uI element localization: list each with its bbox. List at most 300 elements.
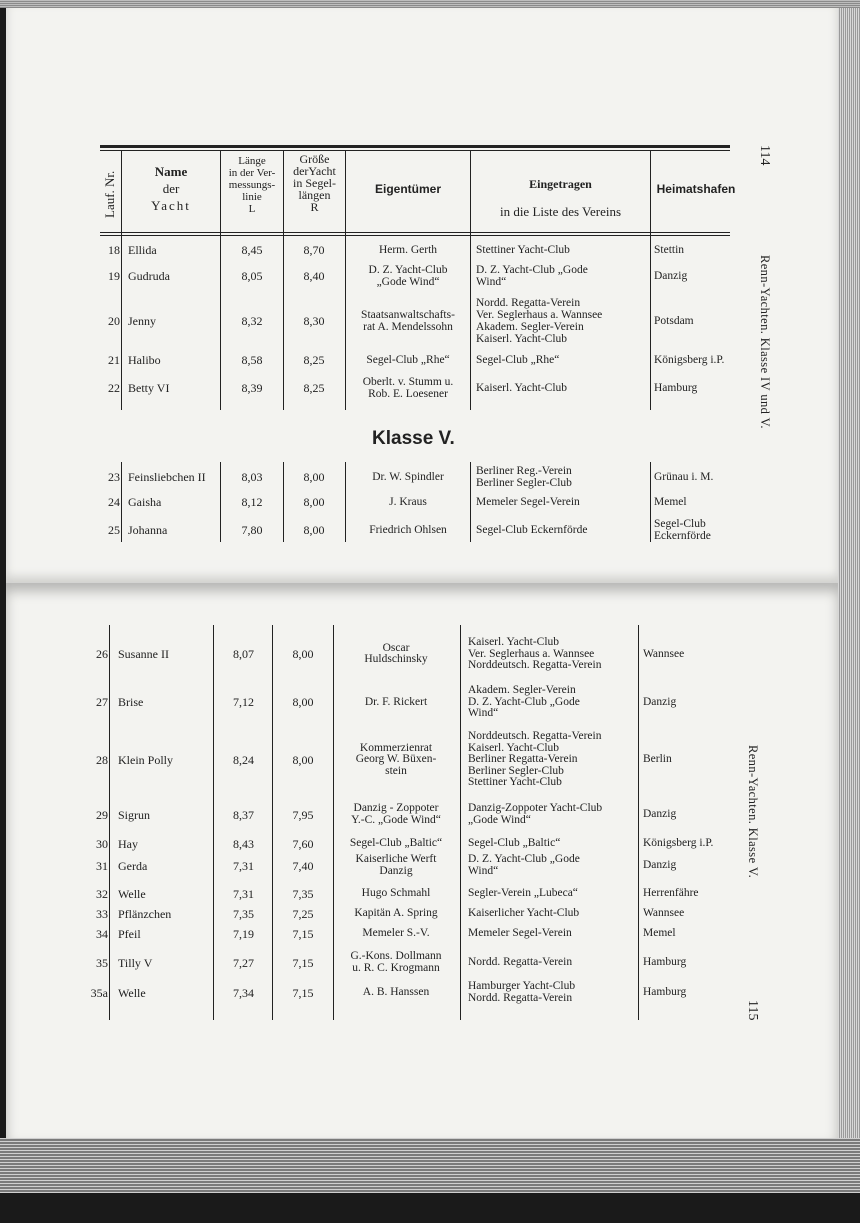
row-owner-line: Hugo Schmahl xyxy=(361,887,431,899)
row-laenge xyxy=(215,888,272,900)
row-yacht-name-line: Jenny xyxy=(128,314,156,328)
row-groesse-line: 8,25 xyxy=(303,353,325,367)
row-owner-line: Kapitän A. Spring xyxy=(354,907,438,919)
row-yacht-name xyxy=(118,860,147,872)
row-clubs-line: Stettiner Yacht-Club xyxy=(468,776,562,788)
row-clubs-line: Segel-Club „Rhe“ xyxy=(476,354,560,366)
row-nr-line: 21 xyxy=(108,353,120,367)
row-owner-line: Georg W. Büxen- xyxy=(355,753,437,765)
row-groesse xyxy=(284,382,344,394)
row-laenge-line: 8,37 xyxy=(233,807,254,822)
book-edge-bottom xyxy=(0,1138,860,1193)
row-laenge-line: 8,07 xyxy=(233,647,254,662)
row-groesse-line: 8,70 xyxy=(303,243,325,257)
row-nr-line: 28 xyxy=(96,752,108,767)
row-nr xyxy=(84,908,108,920)
row-owner-line: Kommerzienrat xyxy=(359,741,433,754)
row-groesse xyxy=(284,471,344,483)
row-laenge-line: 7,31 xyxy=(233,886,254,901)
row-owner-line: Friedrich Ohlsen xyxy=(369,524,447,536)
row-yacht-name xyxy=(118,648,169,660)
row-yacht-name-line: Welle xyxy=(118,985,146,1000)
row-port xyxy=(654,471,713,483)
row-nr xyxy=(84,957,108,969)
row-clubs xyxy=(468,731,601,789)
row-yacht-name-line: Welle xyxy=(118,886,146,901)
row-nr-line: 30 xyxy=(96,836,108,851)
row-yacht-name-line: Gerda xyxy=(118,858,148,873)
row-yacht-name xyxy=(118,696,143,708)
header-eingetragen: Eingetragen in die Liste des Vereins xyxy=(499,177,622,219)
row-port xyxy=(643,957,686,969)
row-port xyxy=(643,860,676,872)
row-owner xyxy=(346,309,470,333)
row-clubs-line: Ver. Seglerhaus a. Wannsee xyxy=(476,309,603,321)
row-clubs xyxy=(468,637,601,672)
row-yacht-name xyxy=(118,809,150,821)
row-nr xyxy=(100,244,120,256)
row-clubs xyxy=(468,854,580,877)
row-yacht-name-line: Betty VI xyxy=(128,381,170,395)
row-clubs xyxy=(468,888,578,900)
row-laenge xyxy=(222,354,282,366)
row-nr-line: 26 xyxy=(96,647,108,662)
header-heimatshafen: Heimatshafen xyxy=(656,182,736,196)
header-name: Name der Yacht xyxy=(151,164,191,213)
row-clubs-line: D. Z. Yacht-Club „Gode xyxy=(468,695,580,708)
row-owner-line: Oberlt. v. Stumm u. xyxy=(362,376,454,388)
row-nr-line: 20 xyxy=(108,314,120,328)
top-rule xyxy=(100,145,730,148)
side-title-top: Renn-Yachten. Klasse IV und V. xyxy=(758,255,772,429)
row-clubs-line: Stettiner Yacht-Club xyxy=(476,244,570,256)
row-yacht-name xyxy=(118,908,171,920)
row-clubs xyxy=(476,465,572,489)
row-groesse-line: 7,40 xyxy=(292,858,314,873)
row-laenge-line: 8,43 xyxy=(233,836,254,851)
row-laenge-line: 8,12 xyxy=(241,495,263,509)
row-port xyxy=(643,754,672,766)
row-yacht-name-line: Pfeil xyxy=(118,926,141,941)
row-port-line: Memel xyxy=(654,496,687,508)
page-number-114: 114 xyxy=(757,145,772,166)
row-owner-line: Oscar xyxy=(382,641,410,654)
row-groesse xyxy=(273,957,333,969)
row-yacht-name xyxy=(128,315,156,327)
row-groesse-line: 7,15 xyxy=(292,926,314,941)
row-groesse xyxy=(284,244,344,256)
row-port xyxy=(643,908,684,920)
row-port xyxy=(643,809,676,821)
row-owner-line: stein xyxy=(385,764,407,777)
row-laenge-line: 8,05 xyxy=(241,269,263,283)
row-clubs xyxy=(476,244,570,256)
row-clubs-line: Akadem. Segler-Verein xyxy=(476,321,584,333)
row-owner xyxy=(346,524,470,536)
row-laenge xyxy=(222,471,282,483)
row-laenge-line: 8,24 xyxy=(233,752,254,767)
row-port-line: Hamburg xyxy=(643,955,687,968)
row-port-line: Grünau i. M. xyxy=(654,471,714,483)
row-laenge-line: 7,19 xyxy=(233,926,254,941)
book-edge-top xyxy=(0,0,860,8)
row-yacht-name-line: Susanne II xyxy=(118,647,169,662)
row-laenge-line: 8,45 xyxy=(241,243,263,257)
row-clubs-line: Akadem. Segler-Verein xyxy=(468,684,576,696)
row-owner-line: Rob. E. Loesener xyxy=(368,388,448,400)
row-port-line: Danzig xyxy=(643,858,677,871)
row-nr xyxy=(84,696,108,708)
row-yacht-name xyxy=(118,838,138,850)
row-owner xyxy=(346,496,470,508)
row-laenge xyxy=(215,754,272,766)
row-clubs-line: Nordd. Regatta-Verein xyxy=(476,297,581,309)
book-edge-right xyxy=(838,8,860,1138)
row-clubs xyxy=(468,908,579,920)
row-clubs-line: Kaiserl. Yacht-Club xyxy=(476,333,568,345)
row-owner xyxy=(334,643,458,666)
row-owner-line: Dr. W. Spindler xyxy=(372,471,444,483)
row-port xyxy=(654,518,711,542)
row-owner xyxy=(334,908,458,920)
row-groesse xyxy=(273,987,333,999)
row-clubs-line: D. Z. Yacht-Club „Gode xyxy=(476,264,588,276)
row-laenge-line: 7,35 xyxy=(233,906,254,921)
row-port-line: Danzig xyxy=(643,807,677,820)
section-title-klasse-v: Klasse V. xyxy=(372,428,455,449)
row-laenge-line: 8,32 xyxy=(241,314,263,328)
row-yacht-name xyxy=(128,471,206,483)
row-port xyxy=(654,496,687,508)
row-port-line: Hamburg xyxy=(643,985,687,998)
row-nr-line: 31 xyxy=(96,858,108,873)
row-nr xyxy=(84,809,108,821)
row-groesse-line: 8,00 xyxy=(303,495,325,509)
page-number-115: 115 xyxy=(745,1000,760,1021)
row-owner-line: G.-Kons. Dollmann xyxy=(350,950,442,962)
row-nr-line: 27 xyxy=(96,695,108,710)
row-laenge xyxy=(222,496,282,508)
row-yacht-name-line: Feinsliebchen II xyxy=(128,470,206,484)
row-owner xyxy=(334,838,458,850)
row-owner-line: Herm. Gerth xyxy=(378,244,438,256)
row-groesse xyxy=(273,809,333,821)
row-owner xyxy=(346,244,470,256)
row-port xyxy=(654,315,694,327)
row-nr-line: 25 xyxy=(108,523,120,537)
row-port xyxy=(643,888,699,900)
row-laenge xyxy=(222,244,282,256)
row-nr xyxy=(84,838,108,850)
row-groesse xyxy=(273,838,333,850)
row-port xyxy=(643,697,676,709)
row-nr xyxy=(100,524,120,536)
row-clubs-line: Memeler Segel-Verein xyxy=(468,927,572,939)
row-laenge xyxy=(222,524,282,536)
row-clubs-line: Berliner Segler-Club xyxy=(476,477,572,489)
row-yacht-name xyxy=(128,244,157,256)
row-laenge xyxy=(215,860,272,872)
row-nr-line: 23 xyxy=(108,470,120,484)
row-owner xyxy=(346,376,470,400)
row-groesse xyxy=(273,928,333,940)
row-yacht-name xyxy=(128,496,161,508)
row-owner-line: u. R. C. Krogmann xyxy=(352,961,440,974)
row-clubs-line: „Gode Wind“ xyxy=(468,813,531,826)
row-groesse xyxy=(284,354,344,366)
row-laenge xyxy=(215,838,272,850)
row-owner xyxy=(334,951,458,974)
row-groesse-line: 8,00 xyxy=(292,647,314,662)
row-clubs-line: Hamburger Yacht-Club xyxy=(468,980,576,992)
row-owner-line: D. Z. Yacht-Club xyxy=(368,264,448,276)
row-laenge-line: 7,34 xyxy=(233,985,254,1000)
row-yacht-name xyxy=(118,888,146,900)
row-clubs xyxy=(468,838,560,850)
row-clubs-line: Segler-Verein „Lubeca“ xyxy=(468,887,578,899)
row-nr-line: 19 xyxy=(108,269,120,283)
row-laenge-line: 7,31 xyxy=(233,858,254,873)
row-groesse-line: 7,15 xyxy=(292,985,314,1000)
row-groesse xyxy=(284,315,344,327)
row-nr xyxy=(84,987,108,999)
row-port xyxy=(643,838,713,850)
row-laenge xyxy=(215,987,272,999)
row-clubs-line: Segel-Club „Baltic“ xyxy=(468,837,561,849)
row-owner xyxy=(334,987,458,999)
header-groesse: Größe derYacht in Segel- längen R xyxy=(293,152,336,214)
row-clubs-line: Ver. Seglerhaus a. Wannsee xyxy=(468,647,595,660)
row-nr-line: 18 xyxy=(108,243,120,257)
row-groesse-line: 7,35 xyxy=(292,886,314,901)
row-owner xyxy=(334,697,458,709)
row-clubs-line: D. Z. Yacht-Club „Gode xyxy=(468,853,580,865)
row-port xyxy=(643,987,686,999)
header-eigentuemer: Eigentümer xyxy=(374,182,441,196)
row-groesse-line: 7,25 xyxy=(292,906,314,921)
row-clubs xyxy=(468,685,580,720)
row-laenge xyxy=(215,809,272,821)
row-clubs-line: Wind“ xyxy=(468,707,499,719)
row-owner xyxy=(346,471,470,483)
row-laenge xyxy=(215,928,272,940)
row-port xyxy=(654,382,697,394)
row-port-line: Herrenfähre xyxy=(643,887,699,899)
row-laenge xyxy=(222,270,282,282)
side-title-bottom: Renn-Yachten. Klasse V. xyxy=(746,745,760,879)
row-laenge-line: 8,03 xyxy=(241,470,263,484)
row-owner xyxy=(346,354,470,366)
row-laenge xyxy=(215,908,272,920)
row-laenge-line: 8,58 xyxy=(241,353,263,367)
row-groesse-line: 8,00 xyxy=(292,752,314,767)
row-yacht-name xyxy=(128,524,167,536)
row-nr xyxy=(100,382,120,394)
row-groesse-line: 7,95 xyxy=(292,807,314,822)
row-owner xyxy=(334,854,458,877)
row-port-line: Potsdam xyxy=(654,315,694,327)
row-laenge-line: 7,27 xyxy=(233,955,254,970)
row-yacht-name-line: Sigrun xyxy=(118,807,151,822)
row-port-line: Eckernförde xyxy=(654,530,711,542)
row-owner-line: A. B. Hanssen xyxy=(362,985,430,998)
row-yacht-name-line: Brise xyxy=(118,695,144,710)
row-port-line: Berlin xyxy=(643,753,672,765)
row-clubs-line: Norddeutsch. Regatta-Verein xyxy=(468,659,602,671)
row-owner-line: Segel-Club „Baltic“ xyxy=(349,837,443,849)
row-nr xyxy=(84,648,108,660)
row-groesse-line: 7,60 xyxy=(292,836,314,851)
row-yacht-name xyxy=(118,928,141,940)
row-yacht-name xyxy=(118,987,146,999)
row-clubs xyxy=(468,928,572,940)
row-laenge xyxy=(222,382,282,394)
row-port xyxy=(654,354,724,366)
row-nr xyxy=(100,496,120,508)
row-laenge-line: 7,12 xyxy=(233,695,254,710)
row-owner-line: Danzig xyxy=(379,864,413,877)
row-owner xyxy=(346,264,470,288)
row-nr-line: 35 xyxy=(96,955,108,970)
row-clubs xyxy=(476,264,588,288)
row-yacht-name-line: Ellida xyxy=(128,243,157,257)
row-yacht-name-line: Klein Polly xyxy=(118,752,174,767)
row-port-line: Memel xyxy=(643,927,676,939)
row-port-line: Königsberg i.P. xyxy=(654,354,725,366)
row-clubs xyxy=(468,981,575,1004)
row-yacht-name-line: Gudruda xyxy=(128,269,170,283)
row-clubs-line: Danzig-Zoppoter Yacht-Club xyxy=(468,802,603,814)
row-owner-line: Segel-Club „Rhe“ xyxy=(366,354,450,366)
row-clubs-line: Kaiserlicher Yacht-Club xyxy=(468,907,580,919)
row-owner-line: „Gode Wind“ xyxy=(376,276,440,288)
row-yacht-name xyxy=(118,957,152,969)
row-laenge xyxy=(222,315,282,327)
row-clubs xyxy=(476,382,567,394)
row-laenge xyxy=(215,957,272,969)
row-groesse xyxy=(273,888,333,900)
row-yacht-name xyxy=(128,382,169,394)
row-owner-line: Danzig - Zoppoter xyxy=(353,802,439,814)
row-nr xyxy=(100,354,120,366)
row-nr xyxy=(100,315,120,327)
row-clubs xyxy=(468,957,572,969)
row-port xyxy=(643,649,684,661)
row-owner xyxy=(334,743,458,778)
row-clubs-line: Wind“ xyxy=(468,864,499,877)
row-clubs xyxy=(476,297,602,345)
row-nr xyxy=(100,270,120,282)
row-groesse xyxy=(284,524,344,536)
row-clubs-line: Berliner Regatta-Verein xyxy=(468,753,578,765)
row-port-line: Danzig xyxy=(654,270,688,282)
row-yacht-name-line: Johanna xyxy=(128,523,168,537)
row-nr xyxy=(84,860,108,872)
row-nr xyxy=(100,471,120,483)
row-port xyxy=(654,270,687,282)
row-port-line: Segel-Club xyxy=(654,518,706,530)
row-clubs xyxy=(476,524,587,536)
row-laenge-line: 8,39 xyxy=(241,381,263,395)
row-clubs xyxy=(476,496,580,508)
row-nr-line: 24 xyxy=(108,495,120,509)
row-yacht-name-line: Tilly V xyxy=(118,955,153,970)
row-owner-line: J. Kraus xyxy=(389,496,427,508)
row-yacht-name-line: Hay xyxy=(118,836,138,851)
row-groesse xyxy=(284,496,344,508)
row-clubs-line: Kaiserl. Yacht-Club xyxy=(468,636,560,648)
row-yacht-name xyxy=(128,270,170,282)
row-nr xyxy=(84,928,108,940)
row-nr-line: 32 xyxy=(96,886,108,901)
row-groesse-line: 8,00 xyxy=(303,470,325,484)
row-clubs-line: Segel-Club Eckernförde xyxy=(476,524,588,536)
header-rule xyxy=(100,232,730,233)
row-owner-line: Kaiserliche Werft xyxy=(355,853,437,865)
row-groesse xyxy=(273,648,333,660)
row-port-line: Hamburg xyxy=(654,382,698,394)
row-groesse xyxy=(273,696,333,708)
row-yacht-name-line: Halibo xyxy=(128,353,161,367)
row-laenge-line: 7,80 xyxy=(241,523,263,537)
row-clubs-line: Norddeutsch. Regatta-Verein xyxy=(468,730,602,742)
row-groesse-line: 8,30 xyxy=(303,314,325,328)
row-groesse-line: 8,25 xyxy=(303,381,325,395)
row-owner-line: Memeler S.-V. xyxy=(362,927,430,939)
row-clubs xyxy=(468,803,602,826)
row-groesse xyxy=(273,860,333,872)
row-port-line: Wannsee xyxy=(643,907,685,919)
row-groesse-line: 8,40 xyxy=(303,269,325,283)
row-nr xyxy=(84,888,108,900)
row-owner xyxy=(334,928,458,940)
row-owner-line: Staatsanwaltschafts- xyxy=(361,309,455,321)
row-groesse-line: 8,00 xyxy=(303,523,325,537)
row-owner xyxy=(334,888,458,900)
row-yacht-name xyxy=(128,354,161,366)
row-groesse xyxy=(273,754,333,766)
row-groesse xyxy=(273,908,333,920)
row-laenge xyxy=(215,696,272,708)
row-port-line: Königsberg i.P. xyxy=(643,837,714,849)
row-nr xyxy=(84,754,108,766)
row-owner-line: Y.-C. „Gode Wind“ xyxy=(351,813,441,826)
row-port-line: Wannsee xyxy=(643,647,685,660)
row-yacht-name-line: Pflänzchen xyxy=(118,906,172,921)
row-clubs-line: Memeler Segel-Verein xyxy=(476,496,580,508)
row-port xyxy=(654,244,684,256)
row-yacht-name-line: Gaisha xyxy=(128,495,162,509)
row-groesse-line: 7,15 xyxy=(292,955,314,970)
row-clubs-line: Berliner Segler-Club xyxy=(468,764,564,777)
row-owner-line: Huldschinsky xyxy=(364,653,428,666)
row-port xyxy=(643,928,676,940)
row-owner-line: rat A. Mendelssohn xyxy=(363,321,453,333)
row-port-line: Stettin xyxy=(654,244,685,256)
row-clubs-line: Nordd. Regatta-Verein xyxy=(468,955,573,968)
row-clubs xyxy=(476,354,559,366)
row-owner-line: Dr. F. Rickert xyxy=(364,695,428,708)
row-owner xyxy=(334,803,458,826)
row-clubs-line: Nordd. Regatta-Verein xyxy=(468,991,573,1004)
row-yacht-name xyxy=(118,754,173,766)
row-nr-line: 35a xyxy=(90,985,108,1000)
row-nr-line: 22 xyxy=(108,381,120,395)
row-nr-line: 34 xyxy=(96,926,108,941)
header-lauf-nr: Lauf. Nr. xyxy=(102,170,117,218)
row-laenge xyxy=(215,648,272,660)
row-clubs-line: Kaiserl. Yacht-Club xyxy=(476,382,568,394)
